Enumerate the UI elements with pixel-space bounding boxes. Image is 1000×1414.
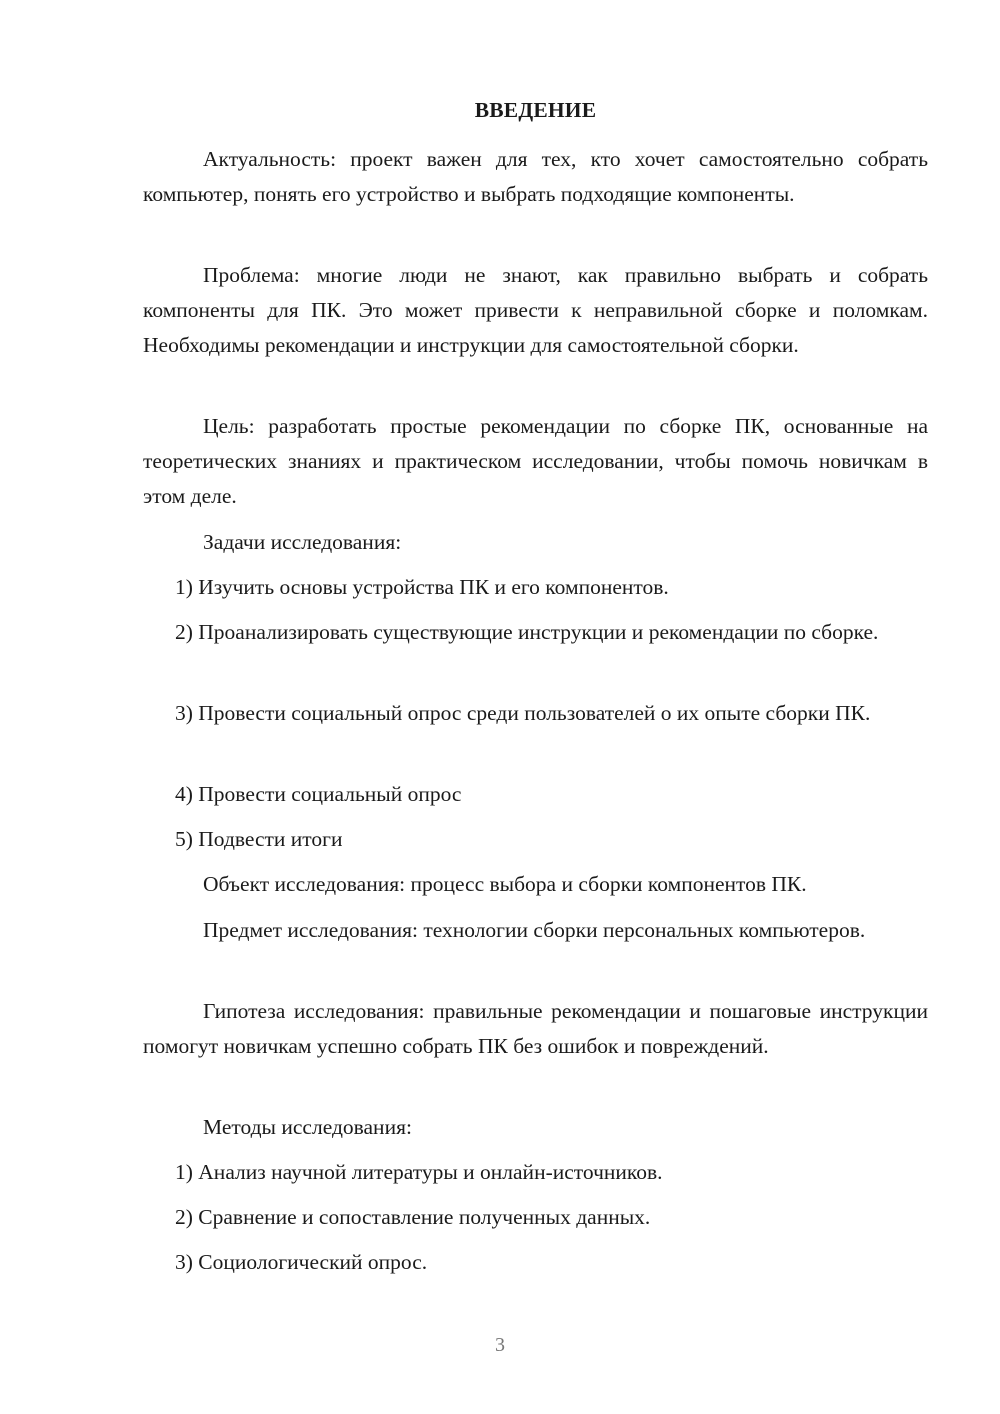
- task-item-4: 4) Провести социальный опрос: [175, 782, 462, 806]
- method-item-1: 1) Анализ научной литературы и онлайн-источников.: [175, 1160, 663, 1184]
- relevance-paragraph: Актуальность: проект важен для тех, кто хочет самостоятельно собрать компьютер, понять его устройство и выбрать подходящие компоненты.: [143, 147, 928, 206]
- object-paragraph: Объект исследования: процесс выбора и сборки компонентов ПК.: [203, 872, 807, 896]
- methods-heading: Методы исследования:: [203, 1115, 412, 1139]
- method-item-2: 2) Сравнение и сопоставление полученных данных.: [175, 1205, 651, 1229]
- task-item-5: 5) Подвести итоги: [175, 827, 343, 851]
- task-item-3: 3) Провести социальный опрос среди пользователей о их опыте сборки ПК.: [175, 701, 871, 725]
- hypothesis-paragraph: Гипотеза исследования: правильные рекомендации и пошаговые инструкции помогут новичкам успешно собрать ПК без ошибок и повреждений.: [143, 999, 928, 1058]
- problem-paragraph: Проблема: многие люди не знают, как правильно выбрать и собрать компоненты для ПК. Это может привести к неправильной сборке и поломкам. Необходимы рекомендации и инструкции для самостоятельной сборки.: [143, 263, 928, 357]
- task-item-2: 2) Проанализировать существующие инструкции и рекомендации по сборке.: [175, 620, 879, 644]
- goal-paragraph: Цель: разработать простые рекомендации по сборке ПК, основанные на теоретических знаниях и практическом исследовании, чтобы помочь новичкам в этом деле.: [143, 414, 928, 508]
- tasks-heading: Задачи исследования:: [203, 530, 402, 554]
- page-title: ВВЕДЕНИЕ: [474, 98, 597, 122]
- task-item-1: 1) Изучить основы устройства ПК и его компонентов.: [175, 575, 669, 599]
- subject-paragraph: Предмет исследования: технологии сборки персональных компьютеров.: [203, 918, 866, 942]
- method-item-3: 3) Социологический опрос.: [175, 1250, 428, 1274]
- page-number: 3: [495, 1334, 505, 1356]
